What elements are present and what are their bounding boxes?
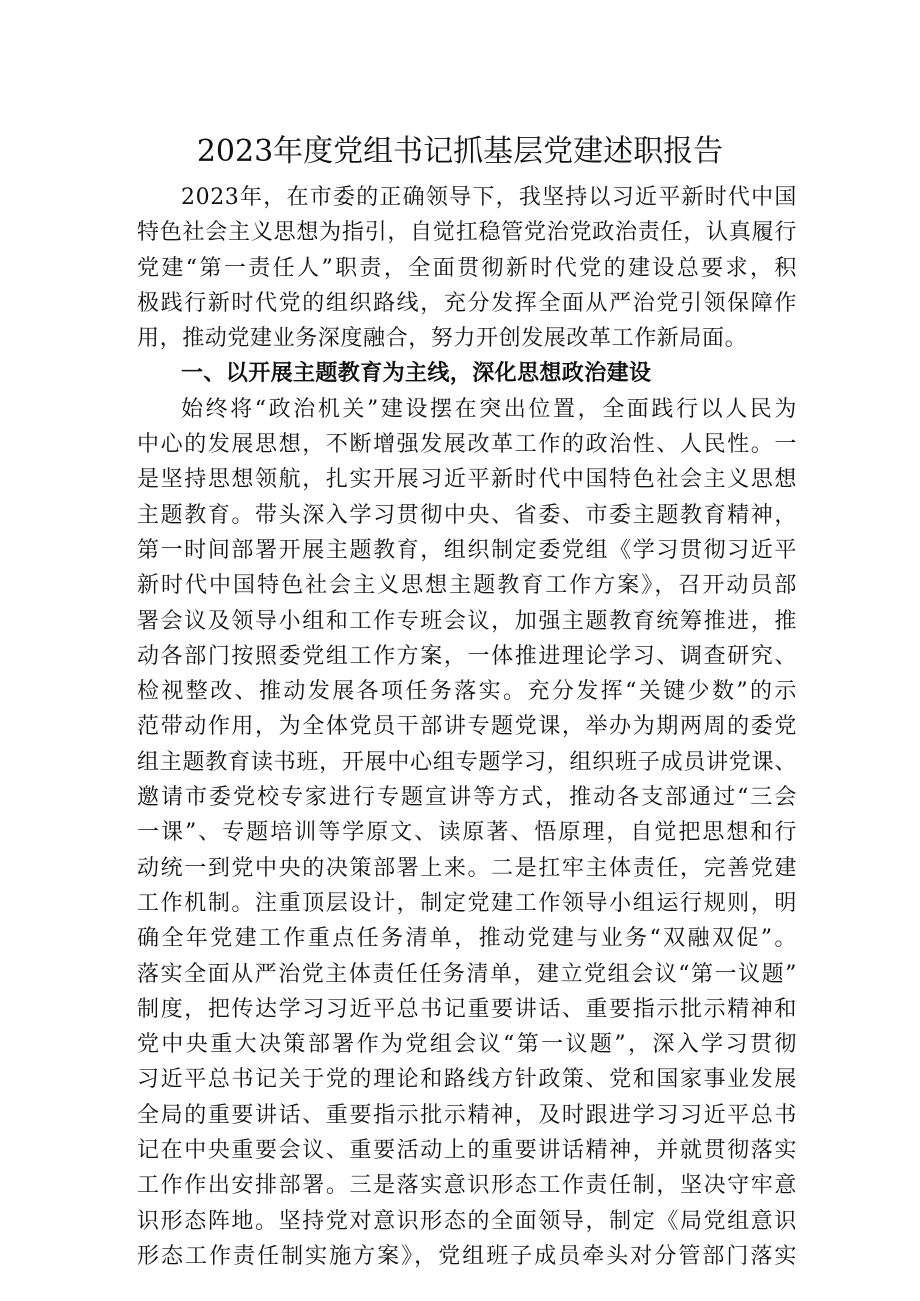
text-line: 用，推动党建业务深度融合，努力开创发展改革工作新局面。 (137, 326, 748, 352)
text-line: 动统一到党中央的决策部署上来。二是扛牢主体责任，完善党建 (137, 855, 797, 881)
text-line: 党建“第一责任人”职责，全面贯彻新时代党的建设总要求，积 (137, 255, 797, 281)
text-line: 工作机制。注重顶层设计，制定党建工作领导小组运行规则，明 (137, 890, 797, 916)
text-line: 特色社会主义思想为指引，自觉扛稳管党治党政治责任，认真履行 (137, 220, 797, 246)
text-line: 始终将“政治机关”建设摆在突出位置，全面践行以人民为 (181, 396, 797, 422)
text-line: 全局的重要讲话、重要指示批示精神，及时跟进学习习近平总书 (137, 1102, 797, 1128)
text-line: 第一时间部署开展主题教育，组织制定委党组《学习贯彻习近平 (137, 537, 797, 563)
text-line: 中心的发展思想，不断增强发展改革工作的政治性、人民性。一 (137, 432, 797, 458)
text-line: 党中央重大决策部署作为党组会议“第一议题”，深入学习贯彻 (137, 1032, 797, 1058)
section-heading: 一、以开展主题教育为主线，深化思想政治建设 (181, 361, 652, 387)
text-line: 邀请市委党校专家进行专题宣讲等方式，推动各支部通过“三会 (137, 785, 797, 811)
text-line: 是坚持思想领航，扎实开展习近平新时代中国特色社会主义思想 (137, 467, 797, 493)
text-line: 习近平总书记关于党的理论和路线方针政策、党和国家事业发展 (137, 1067, 797, 1093)
section-paragraph (137, 392, 797, 1274)
text-line: 制度，把传达学习习近平总书记重要讲话、重要指示批示精神和 (137, 996, 797, 1022)
text-line: 动各部门按照委党组工作方案，一体推进理论学习、调查研究、 (137, 643, 797, 669)
text-line: 一课”、专题培训等学原文、读原著、悟原理，自觉把思想和行 (137, 820, 797, 846)
text-line: 主题教育。带头深入学习贯彻中央、省委、市委主题教育精神， (137, 502, 797, 528)
text-line: 2023年，在市委的正确领导下，我坚持以习近平新时代中国 (181, 185, 797, 210)
text-line: 检视整改、推动发展各项任务落实。充分发挥“关键少数”的示 (137, 679, 797, 705)
intro-paragraph (137, 180, 797, 356)
text-line: 极践行新时代党的组织路线，充分发挥全面从严治党引领保障作 (137, 290, 797, 316)
text-line: 组主题教育读书班，开展中心组专题学习，组织班子成员讲党课、 (137, 749, 797, 775)
text-line: 记在中央重要会议、重要活动上的重要讲话精神，并就贯彻落实 (137, 1138, 797, 1164)
document-body (137, 180, 797, 1274)
text-line: 形态工作责任制实施方案》，党组班子成员牵头对分管部门落实 (137, 1243, 797, 1269)
text-line: 落实全面从严治党主体责任任务清单，建立党组会议“第一议题” (137, 961, 797, 987)
text-line: 工作作出安排部署。三是落实意识形态工作责任制，坚决守牢意 (137, 1173, 797, 1199)
text-line: 署会议及领导小组和工作专班会议，加强主题教育统筹推进，推 (137, 608, 797, 634)
document-title: 2023年度党组书记抓基层党建述职报告 (196, 134, 724, 169)
text-line: 新时代中国特色社会主义思想主题教育工作方案》，召开动员部 (137, 573, 797, 599)
text-line: 确全年党建工作重点任务清单，推动党建与业务“双融双促”。 (137, 926, 797, 952)
text-line: 范带动作用，为全体党员干部讲专题党课，举办为期两周的委党 (137, 714, 797, 740)
text-line: 识形态阵地。坚持党对意识形态的全面领导，制定《局党组意识 (137, 1208, 797, 1234)
